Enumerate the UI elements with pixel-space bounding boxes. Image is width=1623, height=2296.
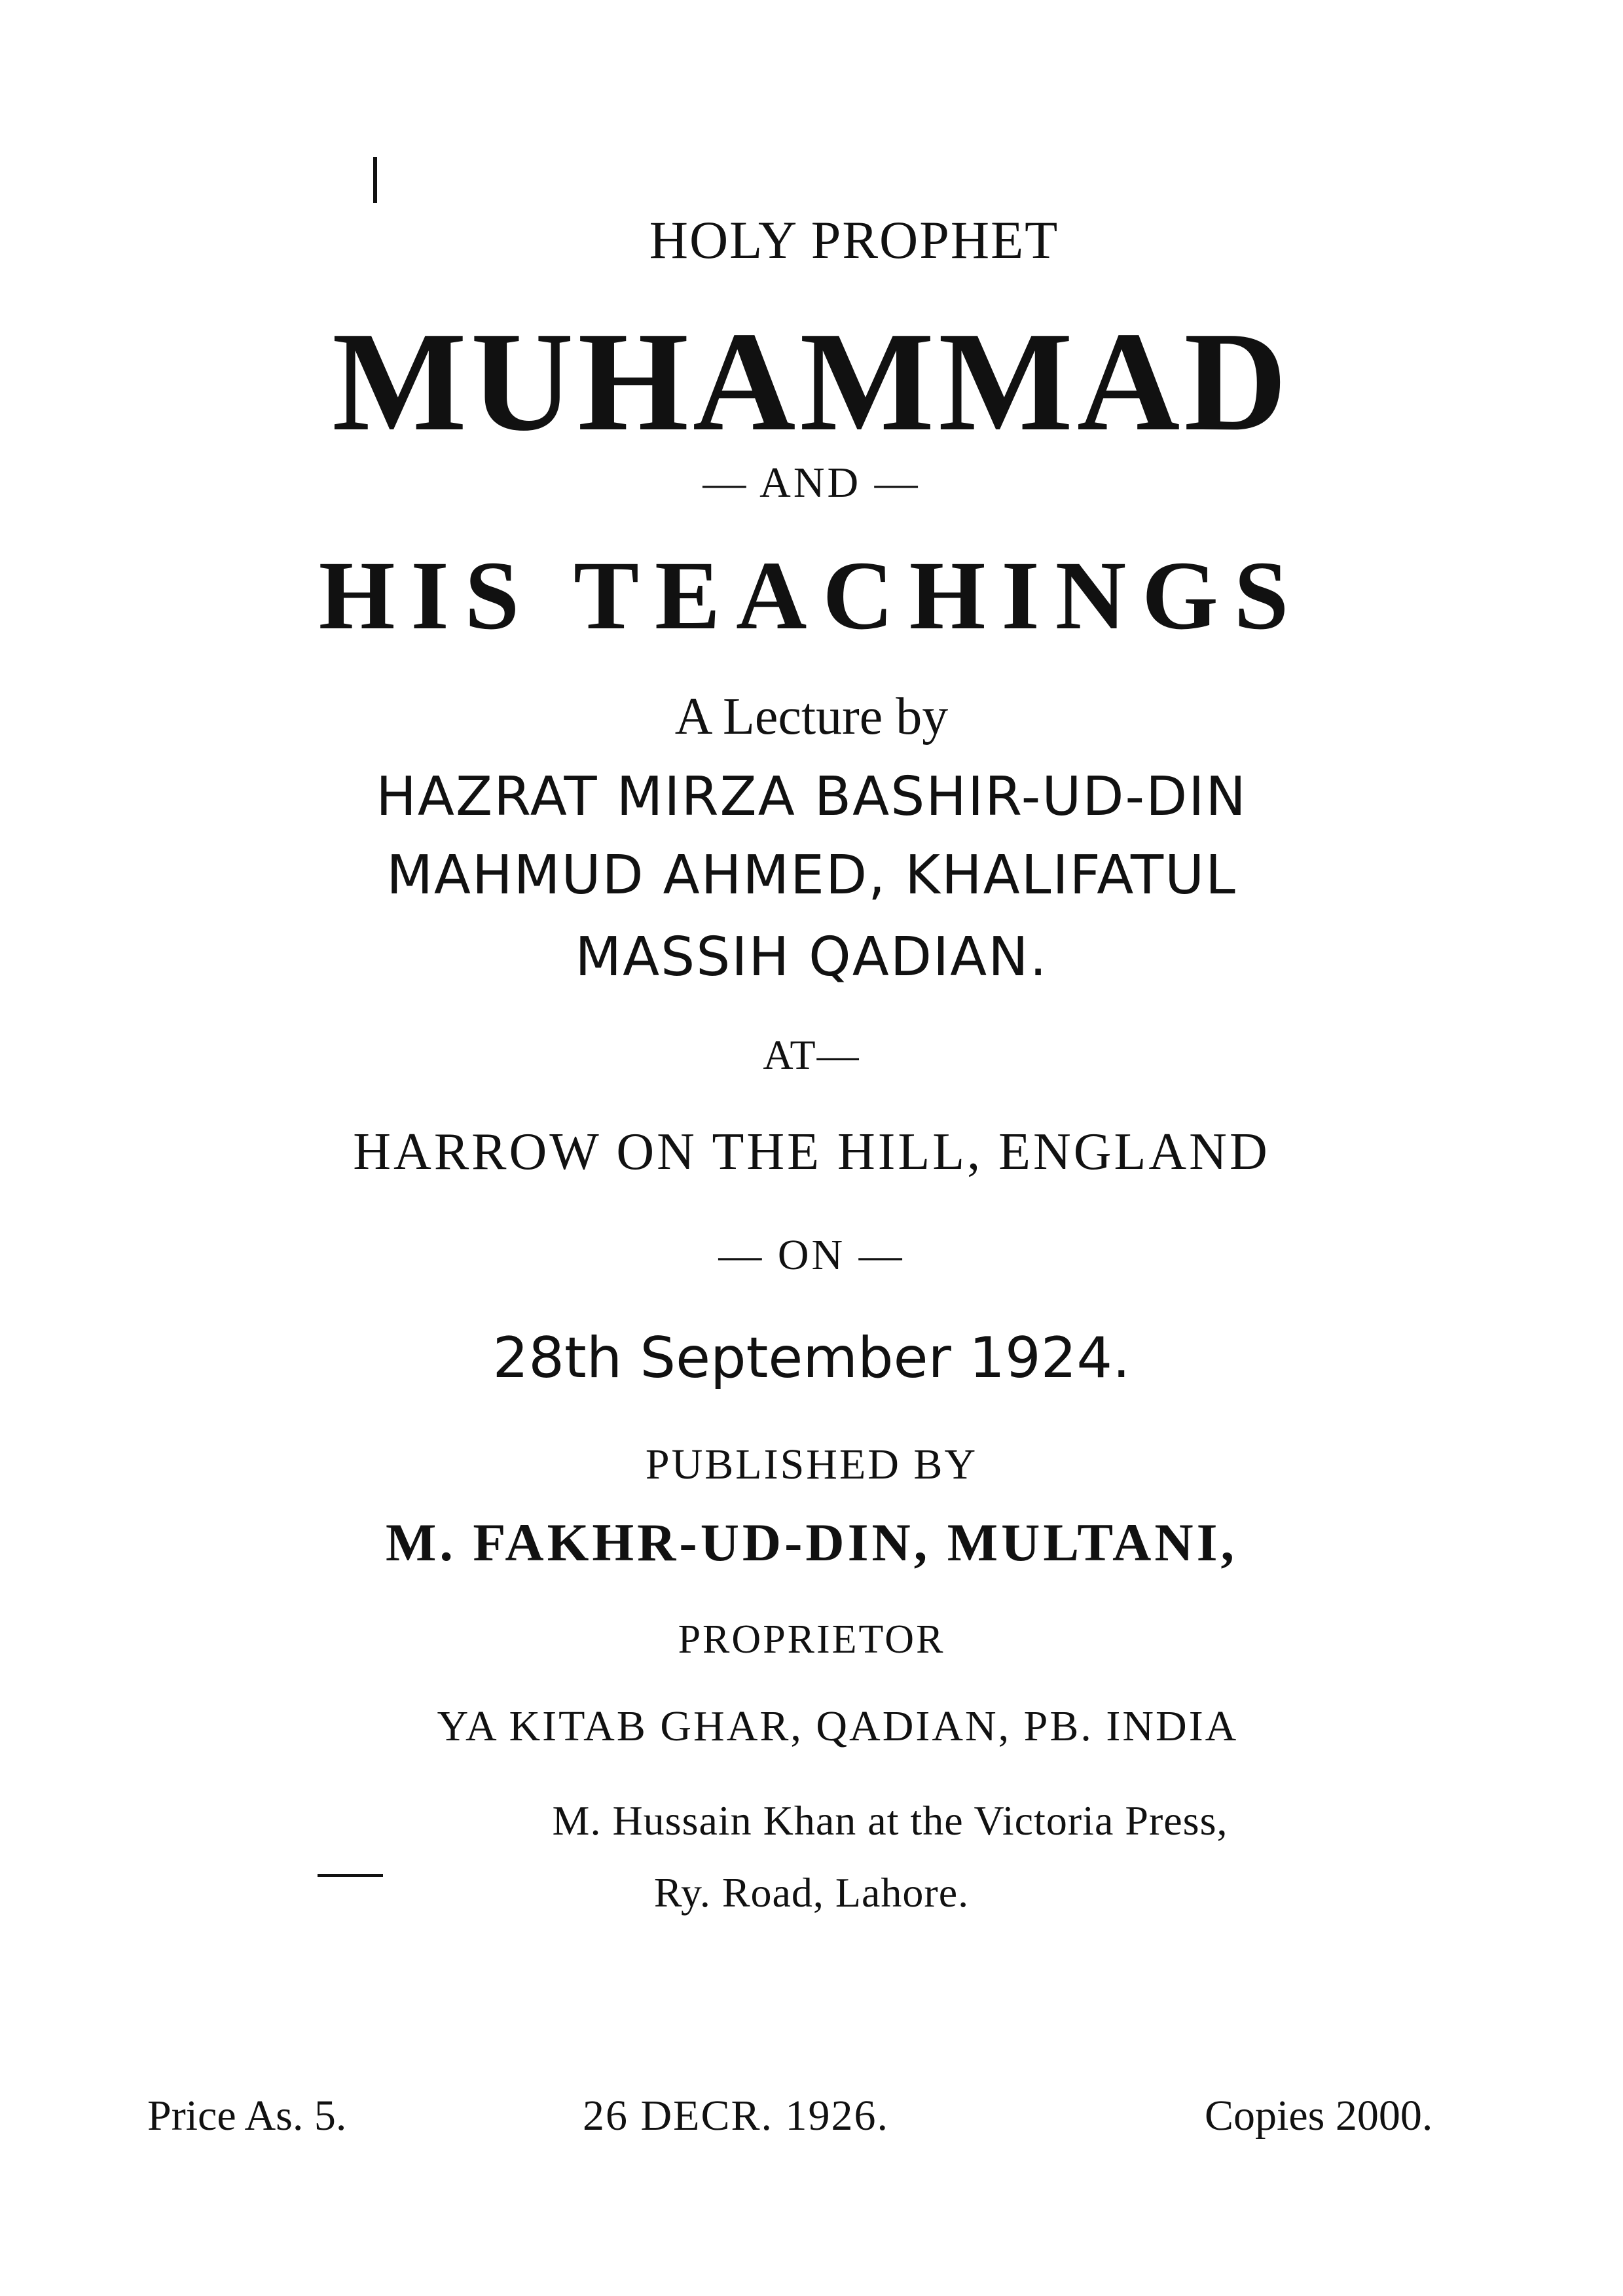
title-sub: HIS TEACHINGS: [318, 541, 1305, 650]
publisher-shop: YA KITAB GHAR, QADIAN, PB. INDIA: [437, 1702, 1239, 1750]
author-line-3: MASSIH QADIAN.: [575, 926, 1048, 988]
footer-issue-date: 26 DECR. 1926.: [583, 2092, 890, 2140]
date-connector: — ON —: [718, 1231, 905, 1279]
venue-connector: AT—: [763, 1031, 860, 1078]
footer-price: Price As. 5.: [147, 2092, 347, 2140]
venue-place: HARROW ON THE HILL, ENGLAND: [353, 1123, 1270, 1181]
title-main: MUHAMMAD: [332, 303, 1291, 461]
proprietor-label: PROPRIETOR: [678, 1617, 945, 1662]
author-line-2: MAHMUD AHMED, KHALIFATUL: [386, 844, 1237, 906]
printer-line-2: Ry. Road, Lahore.: [653, 1869, 970, 1916]
publisher-name: M. FAKHR-UD-DIN, MULTANI,: [385, 1513, 1238, 1572]
author-line-1: HAZRAT MIRZA BASHIR-UD-DIN: [376, 766, 1247, 828]
footer-copies: Copies 2000.: [1205, 2092, 1433, 2140]
handwritten-stroke: [373, 157, 377, 203]
published-by-label: PUBLISHED BY: [645, 1441, 978, 1488]
lecture-date: 28th September 1924.: [492, 1325, 1131, 1391]
lecture-intro: A Lecture by: [674, 688, 949, 745]
handwritten-mark: [373, 157, 403, 208]
title-connector: — AND —: [702, 459, 921, 507]
heading-top-fragment: HOLY PROPHET: [649, 210, 1059, 270]
printer-line-1: M. Hussain Khan at the Victoria Press,: [552, 1797, 1228, 1844]
